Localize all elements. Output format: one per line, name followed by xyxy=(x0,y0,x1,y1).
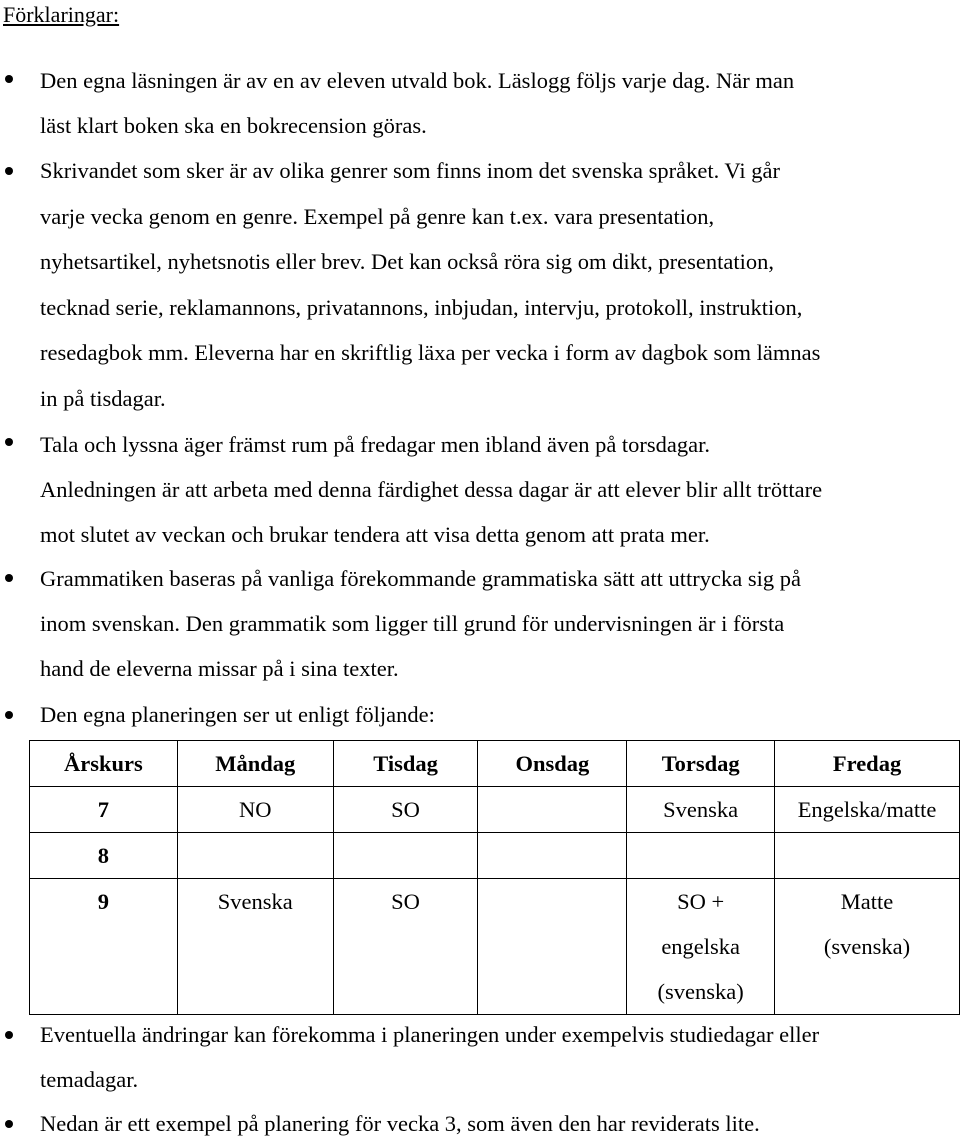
column-header-wednesday: Onsdag xyxy=(478,741,627,787)
table-cell xyxy=(177,787,333,833)
cell-text: Engelska/matte xyxy=(797,797,937,822)
table-cell xyxy=(478,879,627,1015)
table-cell xyxy=(478,833,627,879)
table-cell xyxy=(333,833,478,879)
column-header-friday: Fredag xyxy=(775,741,960,787)
bullet-dot-icon xyxy=(5,438,13,446)
column-header-monday: Måndag xyxy=(177,741,333,787)
text-line: Nedan är ett exempel på planering för vecka 3, som även den har reviderats lite. xyxy=(40,1111,760,1136)
column-header-thursday: Torsdag xyxy=(627,741,775,787)
section-heading: Förklaringar: xyxy=(3,2,120,27)
text-line: Anledningen är att arbeta med denna färdighet dessa dagar är att elever blir allt tröttare xyxy=(40,477,823,502)
cell-text: SO xyxy=(391,797,420,822)
table-cell xyxy=(775,787,960,833)
cell-text: NO xyxy=(238,797,272,822)
cell-text: (svenska) xyxy=(823,934,911,959)
text-line: Grammatiken baseras på vanliga förekommande grammatiska sätt att uttrycka sig på xyxy=(40,566,801,591)
cell-text: SO + xyxy=(677,889,725,914)
text-line: tecknad serie, reklamannons, privatannons, inbjudan, intervju, protokoll, instruktion, xyxy=(40,294,803,320)
text-line: mot slutet av veckan och brukar tendera att visa detta genom att prata mer. xyxy=(40,522,710,547)
table-cell xyxy=(627,787,775,833)
bullet-dot-icon xyxy=(5,167,13,175)
text-line: läst klart boken ska en bokrecension göras. xyxy=(40,113,427,138)
table-cell xyxy=(478,787,627,833)
cell-text: engelska xyxy=(661,934,741,959)
text-line: Den egna planeringen ser ut enligt följande: xyxy=(40,702,435,727)
text-line: in på tisdagar. xyxy=(40,385,166,411)
bullet-dot-icon xyxy=(5,1120,13,1128)
bullet-text xyxy=(40,556,956,691)
text-line: nyhetsartikel, nyhetsnotis eller brev. Det kan också röra sig om dikt, presentation, xyxy=(40,249,774,275)
cell-text: Svenska xyxy=(663,797,739,822)
table-cell xyxy=(333,879,478,1015)
grade-cell: 9 xyxy=(30,879,178,1015)
text-line: Eventuella ändringar kan förekomma i planeringen under exempelvis studiedagar eller xyxy=(40,1022,820,1047)
bullet-dot-icon xyxy=(5,1031,13,1039)
table-cell xyxy=(177,833,333,879)
bullet-text xyxy=(40,1012,956,1102)
table-cell xyxy=(177,879,333,1015)
text-line: Skrivandet som sker är av olika genrer som finns inom det svenska språket. Vi går xyxy=(40,158,780,183)
table-row xyxy=(30,879,960,1015)
table-header-row xyxy=(30,741,960,787)
column-header-grade: Årskurs xyxy=(30,741,178,787)
bullet-dot-icon xyxy=(5,75,13,83)
bullet-text xyxy=(40,58,956,148)
schedule-table xyxy=(29,740,960,1015)
bullet-dot-icon xyxy=(5,574,13,582)
cell-text: (svenska) xyxy=(657,979,744,1004)
bullet-text xyxy=(40,693,956,737)
cell-text: SO xyxy=(391,889,420,914)
text-line: varje vecka genom en genre. Exempel på genre kan t.ex. vara presentation, xyxy=(40,203,715,229)
text-line: inom svenskan. Den grammatik som ligger till grund för undervisningen är i första xyxy=(40,611,785,636)
table-cell xyxy=(775,833,960,879)
text-line: resedagbok mm. Eleverna har en skriftlig läxa per vecka i form av dagbok som lämnas xyxy=(40,340,821,366)
table-row xyxy=(30,833,960,879)
text-line: temadagar. xyxy=(40,1067,139,1092)
bullet-text xyxy=(40,422,956,557)
cell-text: Matte xyxy=(840,889,894,914)
grade-cell: 8 xyxy=(30,833,178,879)
table-cell xyxy=(775,879,960,1015)
text-line: Tala och lyssna äger främst rum på fredagar men ibland även på torsdagar. xyxy=(40,432,711,457)
bullet-text xyxy=(40,1102,956,1146)
table-cell xyxy=(333,787,478,833)
bullet-dot-icon xyxy=(5,711,13,719)
text-line: Den egna läsningen är av en av eleven utvald bok. Läslogg följs varje dag. När man xyxy=(40,68,795,93)
cell-text: Svenska xyxy=(217,889,293,914)
table-cell xyxy=(627,833,775,879)
grade-cell: 7 xyxy=(30,787,178,833)
text-line: hand de eleverna missar på i sina texter. xyxy=(40,656,399,681)
bullet-text xyxy=(40,148,956,422)
table-cell xyxy=(627,879,775,1015)
column-header-tuesday: Tisdag xyxy=(333,741,478,787)
table-row xyxy=(30,787,960,833)
